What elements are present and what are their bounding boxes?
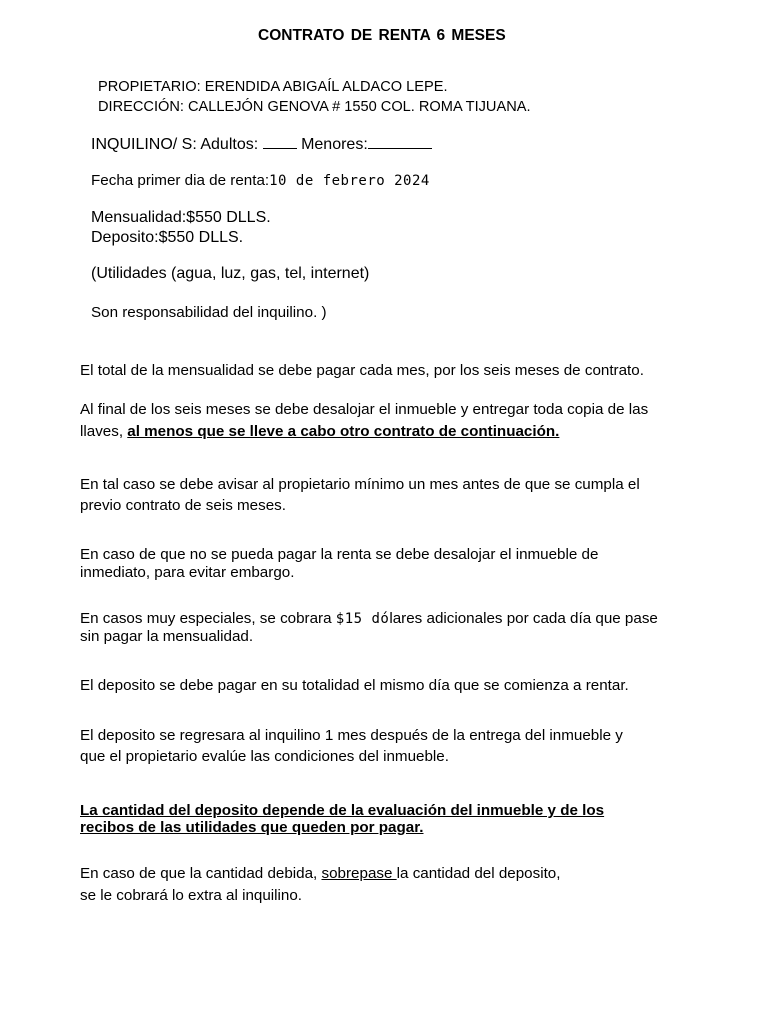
clause-deposit-return-line1: El deposito se regresara al inquilino 1 mes después de la entrega del inmueble y — [80, 727, 623, 744]
clause-vacate-text: llaves, — [80, 423, 128, 440]
late-fee-text-a: lares adicionales por cada dí — [389, 610, 583, 627]
deposit-amount: Deposito:$550 DLLS. — [91, 229, 244, 246]
start-date-line — [91, 172, 430, 189]
clause-payment: El total de la mensualidad se debe pagar cada mes, por los seis meses de contrato. — [80, 362, 644, 379]
clause-vacate-exception: al menos que se lleve a cabo otro contrato de continuación. — [127, 423, 560, 440]
excess-text-c: la cantidad del deposito, — [396, 865, 561, 882]
clause-deposit-evaluation-line1: La cantidad del deposito depende de la evaluación del inmueble y de los — [80, 802, 605, 819]
late-fee-text-b: a que pase — [582, 610, 658, 627]
clause-deposit-return-line2: que el propietario evalúe las condiciones del inmueble. — [80, 748, 449, 765]
excess-text-a: En caso de que la cantidad debida, — [80, 865, 322, 882]
monthly-rent: Mensualidad:$550 DLLS. — [91, 209, 271, 226]
responsibility-line: Son responsabilidad del inquilino. ) — [91, 304, 327, 321]
excess-sobrepase: sobrepase — [321, 865, 397, 882]
clause-notice-line2 — [80, 497, 286, 514]
minors-blank — [368, 135, 432, 149]
adults-label: INQUILINO/ S: Adultos: — [91, 136, 259, 153]
address-line: DIRECCIÓN: CALLEJÓN GENOVA # 1550 COL. ROMA TIJUANA. — [98, 99, 531, 115]
clause-excess-line1 — [80, 865, 560, 882]
clause-notice-line1: En tal caso se debe avisar al propietario mínimo un mes antes de que se cumpla el — [80, 476, 640, 493]
clause-notice-rest: contrato de seis meses. — [125, 497, 286, 514]
late-fee-amount: $15 dó — [335, 611, 390, 627]
clause-excess-line2: se le cobrará lo extra al inquilino. — [80, 887, 303, 904]
start-date-value: 10 de febrero 2024 — [269, 173, 430, 189]
clause-deposit-payment: El deposito se debe pagar en su totalidad el mismo día que se comienza a rentar. — [80, 677, 629, 694]
minors-label: Menores: — [301, 136, 368, 153]
utilities-line: (Utilidades (agua, luz, gas, tel, internet) — [91, 265, 370, 282]
late-fee-intro: En casos muy especiales, se cobrara — [80, 610, 336, 627]
clause-notice-previo: previo — [80, 497, 126, 514]
clause-late-fee-line1 — [80, 610, 658, 627]
contract-title: CONTRATO DE RENTA 6 MESES — [258, 27, 506, 44]
clause-vacate-line1: Al final de los seis meses se debe desalojar el inmueble y entregar toda copia de las — [80, 401, 649, 418]
tenant-line — [91, 135, 432, 154]
owner-line: PROPIETARIO: ERENDIDA ABIGAÍL ALDACO LEPE. — [98, 79, 448, 95]
clause-deposit-evaluation-line2: recibos de las utilidades que queden por pagar. — [80, 819, 424, 836]
adults-blank — [263, 135, 297, 149]
clause-nonpayment-line1: En caso de que no se pueda pagar la renta se debe desalojar el inmueble de — [80, 546, 599, 563]
clause-vacate-line2 — [80, 423, 559, 440]
clause-nonpayment-line2: inmediato, para evitar embargo. — [80, 564, 295, 581]
clause-late-fee-line2: sin pagar la mensualidad. — [80, 628, 254, 645]
start-date-label: Fecha primer dia de renta: — [91, 172, 270, 189]
